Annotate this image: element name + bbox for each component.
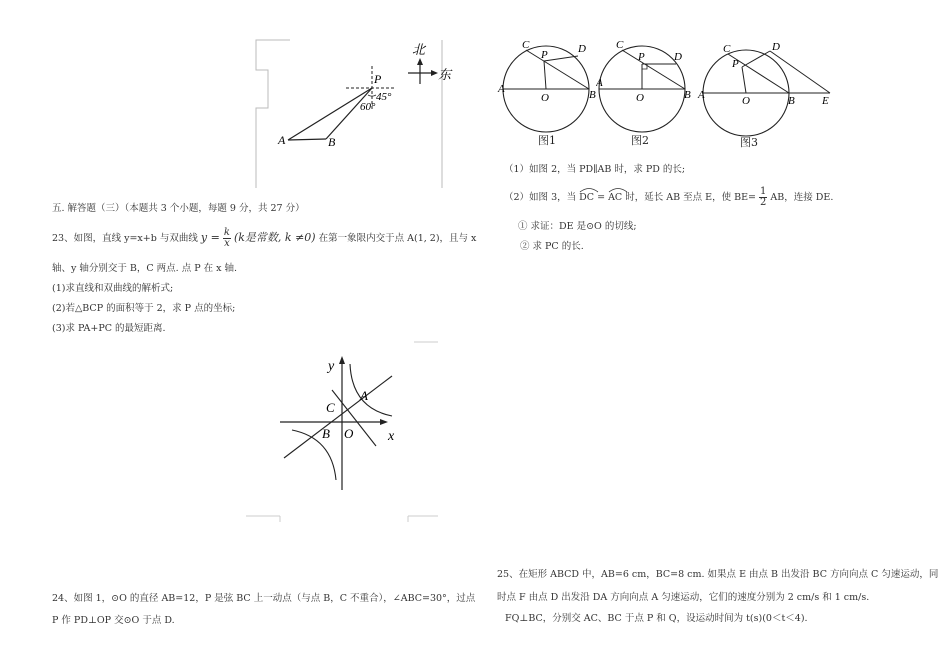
- q24-item2-pre: （2）如图 3，当: [504, 192, 577, 203]
- fig2-a: A: [596, 77, 603, 89]
- arc-ac-label: AC: [608, 192, 623, 203]
- fig2-caption: 图2: [631, 134, 649, 147]
- axis-y-label: y: [328, 359, 335, 374]
- fig1-p: P: [541, 49, 548, 61]
- label-a: A: [360, 388, 368, 403]
- q24-item2: [504, 187, 833, 208]
- compass-north: 北: [412, 42, 426, 57]
- fig2-c: C: [616, 39, 624, 51]
- fig3-e: E: [822, 95, 829, 107]
- fig3-b: B: [788, 95, 795, 107]
- hyperbola-figure: [244, 340, 444, 525]
- q24-line1: 24、如图 1，⊙O 的直径 AB=12，P 是弦 BC 上一动点（与点 B，C 不重合），∠ABC=30°，过点: [52, 593, 476, 604]
- fig1-d: D: [578, 43, 586, 55]
- label-b: B: [322, 426, 330, 441]
- fig1-o: O: [541, 92, 549, 104]
- q23-line1-pre: 23、如图，直线 y=x+b 与双曲线: [52, 233, 198, 244]
- fig2-p: P: [638, 51, 645, 63]
- section-header: 五. 解答题（三）（本题共 3 个小题，每题 9 分，共 27 分）: [52, 203, 305, 214]
- q23-frac-den: x: [224, 238, 230, 249]
- label-b: B: [328, 135, 336, 149]
- arc-icon: [579, 187, 599, 193]
- fig3-a: A: [698, 89, 705, 101]
- arc-dc-label: DC: [579, 192, 595, 203]
- axis-x-label: x: [388, 429, 395, 444]
- be-frac-num: 1: [760, 186, 767, 197]
- label-p: P: [374, 72, 382, 86]
- q25-line2: 时点 F 由点 D 出发沿 DA 方向向点 A 匀速运动，它们的速度分别为 2 cm/s 和 1 cm/s.: [497, 592, 870, 603]
- q23-eq-y: y =: [200, 231, 220, 244]
- fig1-c: C: [522, 39, 530, 51]
- circle-figure-3: [696, 36, 846, 148]
- fig3-c: C: [723, 43, 731, 55]
- q24-item1: （1）如图 2，当 PD∥AB 时，求 PD 的长;: [504, 164, 686, 175]
- q24-sub1: ① 求证：DE 是⊙O 的切线;: [518, 221, 637, 232]
- circle-figure-2: [596, 36, 708, 148]
- fig2-b: B: [684, 89, 691, 101]
- q23-eq-cond: (k是常数, k ≠0): [233, 231, 316, 244]
- fig1-b: B: [589, 89, 596, 101]
- q23-line2: 轴、y 轴分别交于 B，C 两点. 点 P 在 x 轴.: [52, 263, 238, 274]
- label-c: C: [326, 400, 335, 415]
- q25-line1: 25、在矩形 ABCD 中，AB=6 cm，BC=8 cm. 如果点 E 由点 B 出发沿 BC 方向向点 C 匀速运动，同: [497, 569, 939, 580]
- q23-item1: (1)求直线和双曲线的解析式;: [52, 283, 174, 294]
- fig1-caption: 图1: [538, 134, 556, 147]
- fig3-o: O: [742, 95, 750, 107]
- q25-line3: FQ⊥BC，分别交 AC、BC 于点 P 和 Q，设运动时间为 t(s)(0＜t＜4).: [505, 613, 808, 624]
- q23-frac-num: k: [223, 227, 230, 238]
- q24-line2: P 作 PD⊥OP 交⊙O 于点 D.: [52, 615, 175, 626]
- q23-item3: (3)求 PA+PC 的最短距离.: [52, 323, 166, 334]
- q23-line1: [52, 228, 476, 249]
- be-frac-den: 2: [760, 197, 767, 208]
- q24-item2-mid: 时，延长 AB 至点 E，使 BE=: [625, 192, 756, 203]
- q23-item2: (2)若△BCP 的面积等于 2，求 P 点的坐标;: [52, 303, 236, 314]
- arc-dc: [579, 190, 594, 204]
- arc-icon: [608, 187, 628, 193]
- fig1-a: A: [498, 83, 505, 95]
- q24-item2-post: AB，连接 DE.: [770, 192, 834, 203]
- fig3-p: P: [732, 58, 739, 70]
- label-o: O: [344, 426, 354, 441]
- q24-sub2: ② 求 PC 的长.: [520, 241, 584, 252]
- fig2-o: O: [636, 92, 644, 104]
- arc-eq: =: [597, 192, 606, 203]
- label-a: A: [278, 133, 286, 147]
- compass-east: 东: [438, 67, 452, 82]
- q23-line1-post: 在第一象限内交于点 A(1, 2)，且与 x: [318, 233, 477, 244]
- bearing-figure: [250, 38, 470, 188]
- fig2-d: D: [674, 51, 682, 63]
- fig3-caption: 图3: [740, 136, 758, 149]
- fig3-d: D: [772, 41, 780, 53]
- arc-ac: [608, 190, 622, 204]
- be-fraction: [759, 187, 767, 208]
- label-45: 45°: [376, 91, 392, 103]
- q23-frac: [223, 228, 231, 249]
- label-60: 60°: [360, 101, 376, 113]
